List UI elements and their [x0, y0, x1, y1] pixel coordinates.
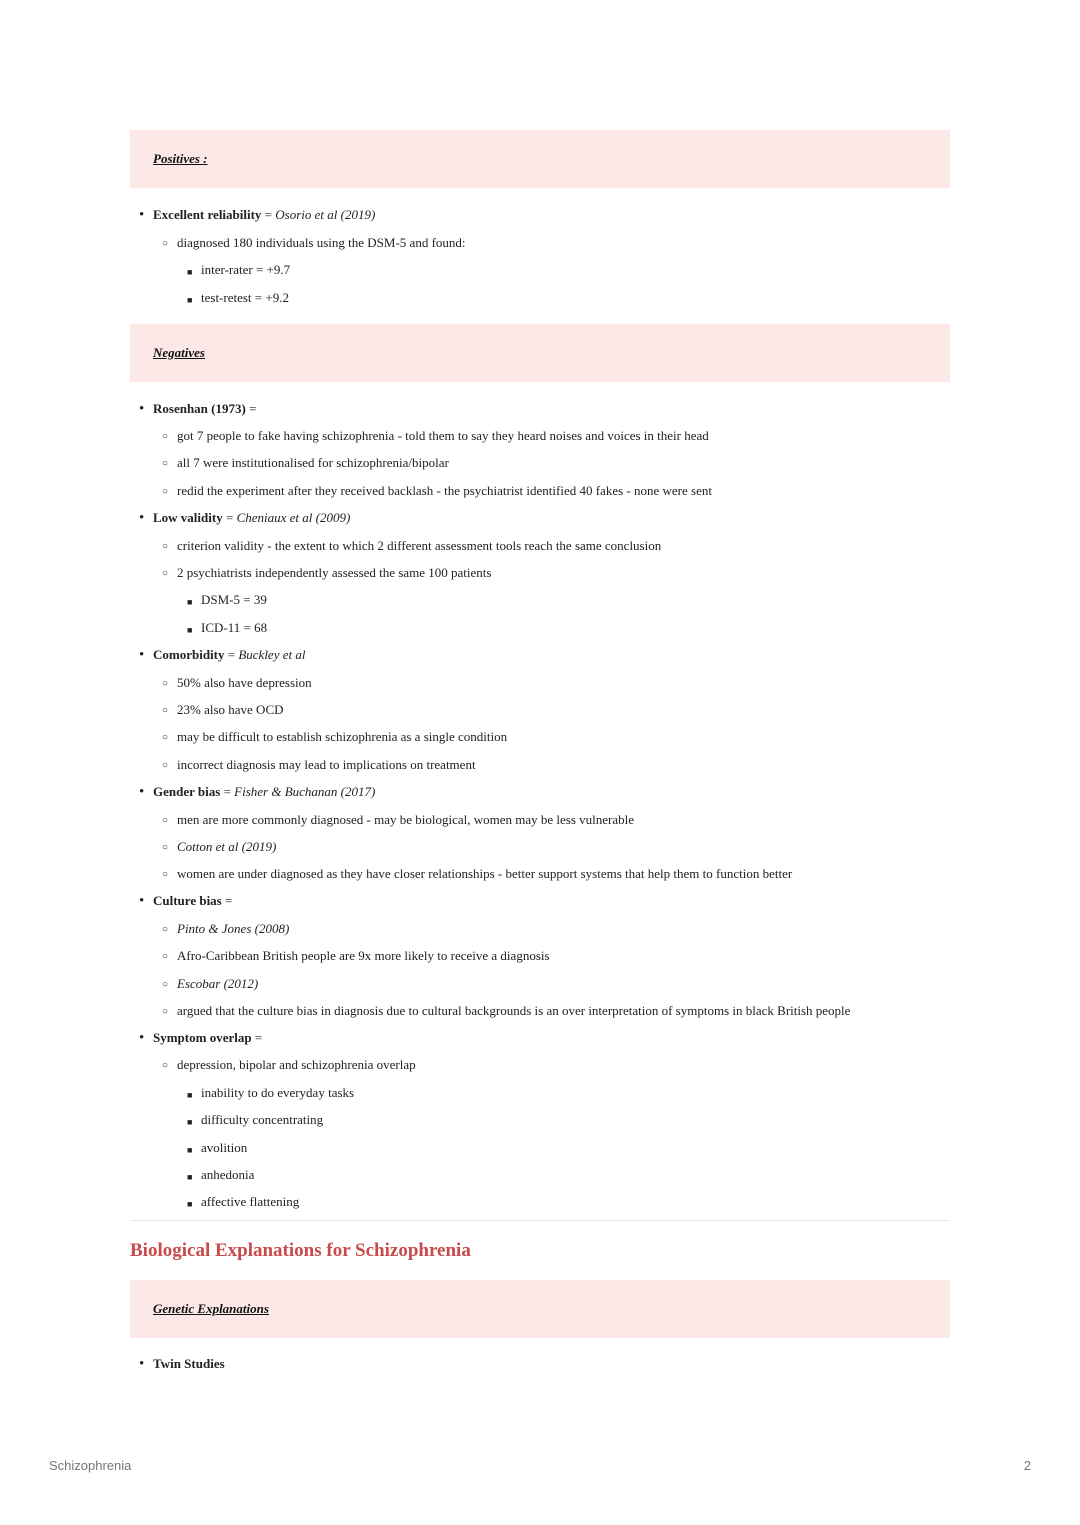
genetic-heading: Genetic Explanations — [153, 1301, 269, 1316]
list-item: • Rosenhan (1973) = — [139, 401, 257, 417]
bullet-disc-icon: • — [139, 1030, 145, 1046]
list-item: ○ Cotton et al (2019) — [162, 839, 277, 854]
bullet-circle-icon: ○ — [162, 842, 169, 853]
list-item: • Excellent reliability = Osorio et al (2019) — [139, 207, 376, 223]
list-item: • Gender bias = Fisher & Buchanan (2017) — [139, 784, 376, 800]
bullet-circle-icon: ○ — [162, 238, 169, 249]
list-item: ○ 2 psychiatrists independently assessed the same 100 patients — [162, 565, 492, 580]
bullet-disc-icon: • — [139, 510, 145, 526]
negatives-heading: Negatives — [153, 345, 205, 360]
bullet-square-icon: ■ — [187, 597, 193, 607]
positives-callout — [130, 130, 950, 188]
list-item: ○ men are more commonly diagnosed - may be biological, women may be less vulnerable — [162, 812, 635, 827]
list-item: ○ Afro-Caribbean British people are 9x more likely to receive a diagnosis — [162, 948, 550, 963]
positives-heading: Positives : — [153, 151, 208, 166]
bullet-disc-icon: • — [139, 401, 145, 417]
bullet-circle-icon: ○ — [162, 541, 169, 552]
list-item: ○ diagnosed 180 individuals using the DSM-5 and found: — [162, 235, 466, 250]
bullet-square-icon: ■ — [187, 1199, 193, 1209]
list-item: ○ women are under diagnosed as they have closer relationships - better support systems that help them to function better — [162, 866, 793, 881]
bullet-circle-icon: ○ — [162, 924, 169, 935]
bullet-circle-icon: ○ — [162, 732, 169, 743]
bullet-circle-icon: ○ — [162, 815, 169, 826]
list-item: ○ 23% also have OCD — [162, 702, 284, 717]
bullet-circle-icon: ○ — [162, 568, 169, 579]
list-item: ■ affective flattening — [201, 1194, 299, 1210]
list-item: ■ inter-rater = +9.7 — [201, 262, 290, 278]
list-item: ○ argued that the culture bias in diagnosis due to cultural backgrounds is an over interpretation of symptoms in black British people — [162, 1003, 851, 1018]
bullet-square-icon: ■ — [187, 267, 193, 277]
bullet-circle-icon: ○ — [162, 951, 169, 962]
list-item: ■ inability to do everyday tasks — [201, 1085, 354, 1101]
bullet-circle-icon: ○ — [162, 1060, 169, 1071]
list-item: ○ Escobar (2012) — [162, 976, 259, 991]
list-item: • Symptom overlap = — [139, 1030, 263, 1046]
list-item: ■ ICD-11 = 68 — [201, 620, 267, 636]
list-item: ■ difficulty concentrating — [201, 1112, 323, 1128]
bullet-disc-icon: • — [139, 784, 145, 800]
bullet-circle-icon: ○ — [162, 458, 169, 469]
list-item: ■ test-retest = +9.2 — [201, 290, 289, 306]
bullet-circle-icon: ○ — [162, 431, 169, 442]
bullet-circle-icon: ○ — [162, 979, 169, 990]
list-item: • Low validity = Cheniaux et al (2009) — [139, 510, 351, 526]
bullet-circle-icon: ○ — [162, 678, 169, 689]
list-item: ○ redid the experiment after they received backlash - the psychiatrist identified 40 fakes - none were sent — [162, 483, 712, 498]
list-item: ○ all 7 were institutionalised for schizophrenia/bipolar — [162, 455, 449, 470]
bullet-disc-icon: • — [139, 647, 145, 663]
bullet-square-icon: ■ — [187, 625, 193, 635]
list-item: ■ DSM-5 = 39 — [201, 592, 267, 608]
bullet-circle-icon: ○ — [162, 869, 169, 880]
bullet-square-icon: ■ — [187, 1145, 193, 1155]
list-item: • Comorbidity = Buckley et al — [139, 647, 306, 663]
list-item: • Twin Studies — [139, 1356, 225, 1372]
bullet-circle-icon: ○ — [162, 705, 169, 716]
list-item: ○ 50% also have depression — [162, 675, 312, 690]
section-heading-biological: Biological Explanations for Schizophrenia — [130, 1240, 471, 1261]
genetic-callout — [130, 1280, 950, 1338]
bullet-circle-icon: ○ — [162, 760, 169, 771]
list-item: ○ depression, bipolar and schizophrenia overlap — [162, 1057, 416, 1072]
bullet-disc-icon: • — [139, 893, 145, 909]
list-item: ■ avolition — [201, 1140, 247, 1156]
footer-title: Schizophrenia — [49, 1458, 132, 1473]
list-item: ■ anhedonia — [201, 1167, 254, 1183]
bullet-disc-icon: • — [139, 1356, 145, 1372]
bullet-circle-icon: ○ — [162, 486, 169, 497]
negatives-callout — [130, 324, 950, 382]
bullet-square-icon: ■ — [187, 1172, 193, 1182]
bullet-square-icon: ■ — [187, 1090, 193, 1100]
section-divider — [130, 1220, 950, 1221]
list-item: ○ criterion validity - the extent to which 2 different assessment tools reach the same conclusion — [162, 538, 662, 553]
list-item: ○ incorrect diagnosis may lead to implications on treatment — [162, 757, 476, 772]
list-item: ○ Pinto & Jones (2008) — [162, 921, 290, 936]
page-number: 2 — [1023, 1458, 1031, 1473]
list-item: ○ got 7 people to fake having schizophrenia - told them to say they heard noises and voices in their head — [162, 428, 709, 443]
bullet-disc-icon: • — [139, 207, 145, 223]
list-item: • Culture bias = — [139, 893, 233, 909]
list-item: ○ may be difficult to establish schizophrenia as a single condition — [162, 729, 508, 744]
bullet-square-icon: ■ — [187, 295, 193, 305]
bullet-circle-icon: ○ — [162, 1006, 169, 1017]
bullet-square-icon: ■ — [187, 1117, 193, 1127]
